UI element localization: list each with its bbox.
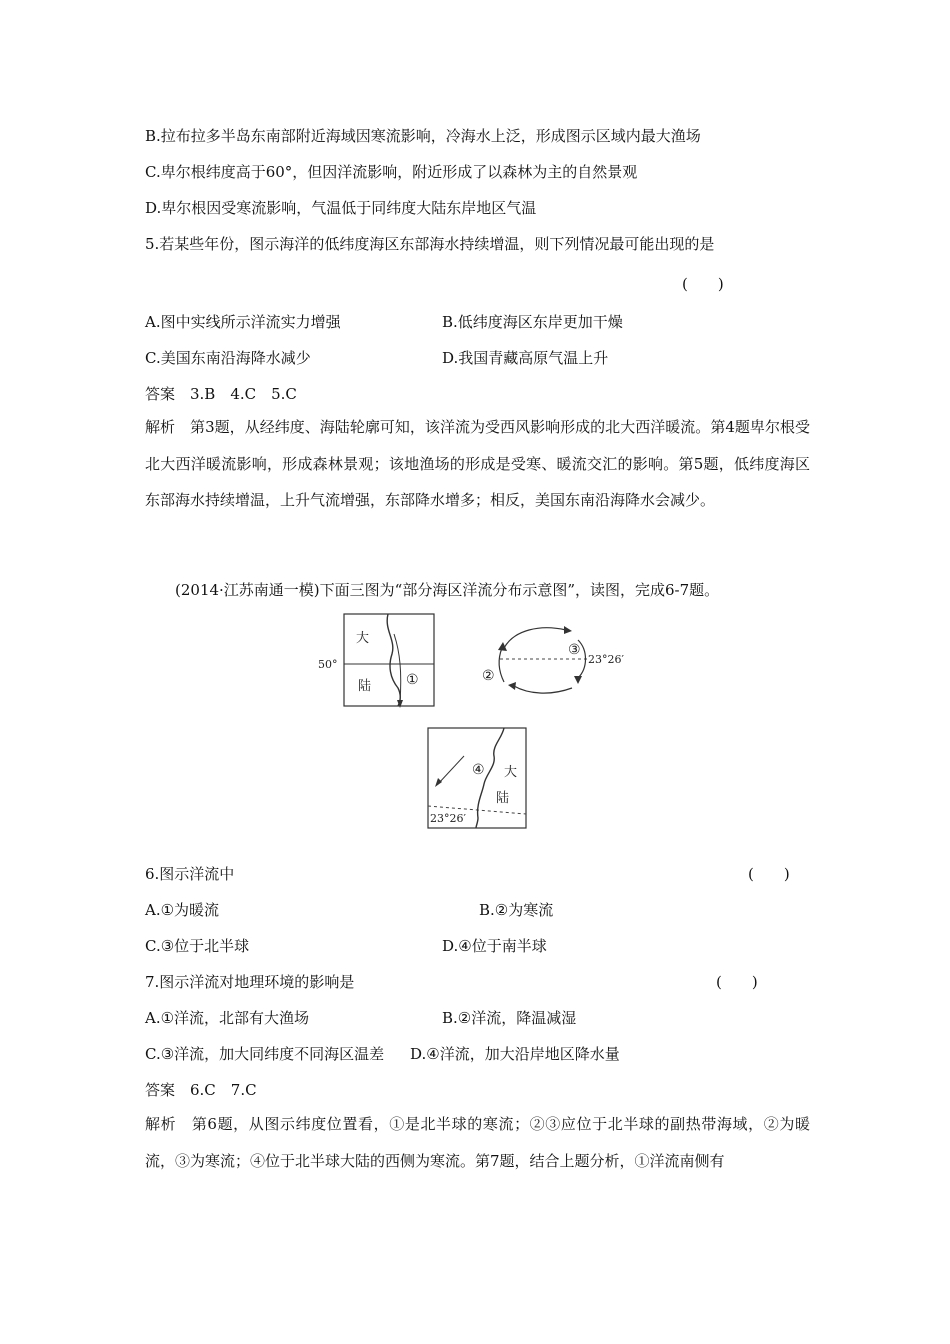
q5-answer-bracket: ( ) [682, 275, 724, 293]
q7-answer-bracket: ( ) [716, 973, 758, 991]
current-map-figure-1 [318, 612, 438, 712]
q6-stem: 6.图示洋流中 [145, 865, 235, 883]
q6-option-d: D.④位于南半球 [442, 937, 547, 955]
q7-option-a: A.①洋流，北部有大渔场 [145, 1009, 310, 1027]
analysis-3-5: 解析 第3题，从经纬度、海陆轮廓可知，该洋流为受西风影响形成的北大西洋暖流。第4题卑尔根受北大西洋暖流影响，形成森林景观；该地渔场的形成是受寒、暖流交汇的影响。第5题，低纬度海区东部海水持续增温，上升气流增强，东部降水增多；相反，美国东南沿海降水会减少。 [145, 418, 810, 509]
west-arc [499, 648, 504, 682]
q4-option-b: B.拉布拉多半岛东南部附近海域因寒流影响，冷海水上泛，形成图示区域内最大渔场 [145, 127, 701, 145]
fig1-land-label-bottom: 陆 [358, 679, 372, 694]
q5-option-a: A.图中实线所示洋流实力增强 [145, 313, 341, 331]
q7-option-c: C.③洋流，加大同纬度不同海区温差 [145, 1045, 385, 1063]
answer-6-7: 答案 6.C 7.C [145, 1081, 257, 1099]
q5-option-d: D.我国青藏高原气温上升 [442, 349, 609, 367]
q6-option-b: B.②为寒流 [479, 901, 554, 919]
q4-option-c: C.卑尔根纬度高于60°，但因洋流影响，附近形成了以森林为主的自然景观 [145, 163, 638, 181]
south-arc [514, 686, 572, 693]
q5-option-b: B.低纬度海区东岸更加干燥 [442, 313, 623, 331]
fig1-current-label: ① [406, 672, 419, 688]
q5-option-c: C.美国东南沿海降水减少 [145, 349, 311, 367]
fig2-current-label-right: ③ [568, 642, 581, 658]
q7-stem: 7.图示洋流对地理环境的影响是 [145, 973, 355, 991]
questions-6-7-intro: (2014·江苏南通一模)下面三图为“部分海区洋流分布示意图”，读图，完成6-7题。 [175, 581, 720, 599]
fig3-land-label-top: 大 [504, 765, 518, 780]
fig1-latitude-label: 50° [318, 658, 338, 671]
q5-stem: 5.若某些年份，图示海洋的低纬度海区东部海水持续增温，则下列情况最可能出现的是 [145, 235, 715, 253]
answer-3-5: 答案 3.B 4.C 5.C [145, 385, 297, 403]
q6-option-c: C.③位于北半球 [145, 937, 250, 955]
current-map-figure-3 [420, 724, 530, 832]
q6-answer-bracket: ( ) [748, 865, 790, 883]
fig3-land-label-bottom: 陆 [496, 791, 510, 806]
fig2-latitude-label: 23°26′ [588, 653, 624, 666]
fig2-current-label-left: ② [482, 668, 495, 684]
analysis-6-7: 解析 第6题，从图示纬度位置看，①是北半球的寒流；②③应位于北半球的副热带海域，②为暖流，③为寒流；④位于北半球大陆的西侧为寒流。第7题，结合上题分析，①洋流南侧有 [145, 1115, 810, 1170]
fig3-latitude-label: 23°26′ [430, 812, 466, 825]
q7-option-b: B.②洋流，降温减湿 [442, 1009, 577, 1027]
fig3-current-label: ④ [472, 762, 485, 778]
north-arc [504, 628, 566, 648]
q7-option-d: D.④洋流，加大沿岸地区降水量 [410, 1045, 620, 1063]
q4-option-d: D.卑尔根因受寒流影响，气温低于同纬度大陆东岸地区气温 [145, 199, 537, 217]
fig1-land-label-top: 大 [356, 631, 370, 646]
current-map-figure-2 [480, 618, 650, 698]
q6-option-a: A.①为暖流 [145, 901, 220, 919]
